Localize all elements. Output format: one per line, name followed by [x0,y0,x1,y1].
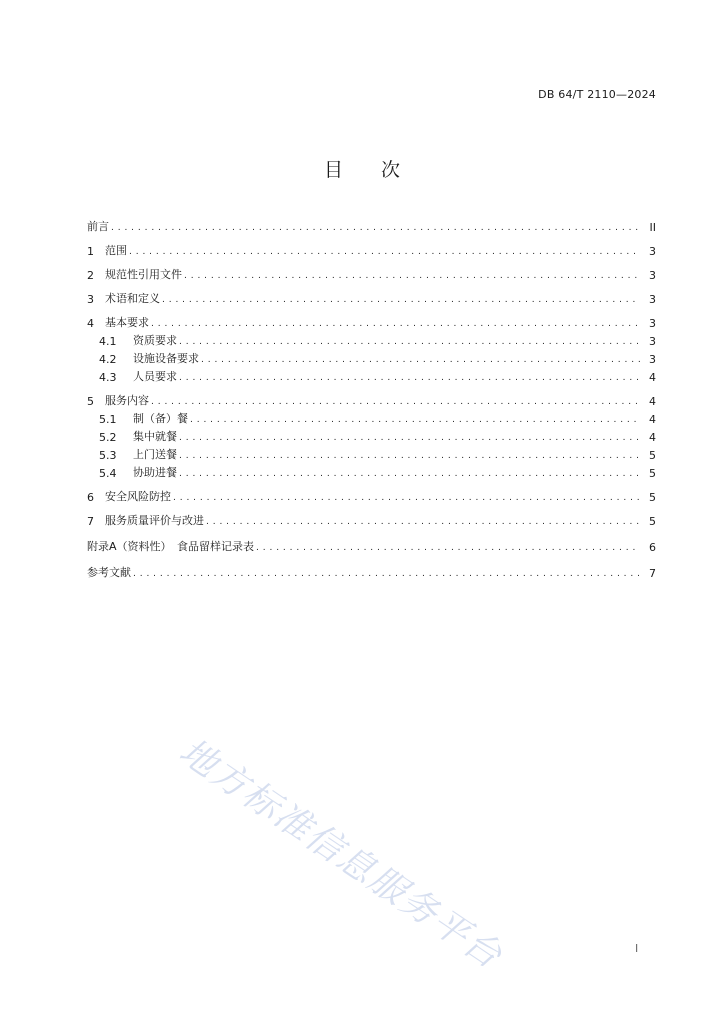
toc-entry[interactable] [87,266,656,282]
toc-leader-dots [179,368,640,384]
toc-entry-page: 6 [649,541,656,554]
toc-entry-label: 制（备）餐 [133,412,188,425]
toc-entry-label: 参考文献 [87,566,131,579]
toc-entry-page: 4 [649,371,656,384]
toc-entry[interactable] [87,488,656,504]
toc-entry-label: 规范性引用文件 [105,268,182,281]
toc-entry[interactable] [87,368,656,384]
toc-entry-label: 范围 [105,244,127,257]
toc-leader-dots [179,446,640,462]
toc-leader-dots [133,564,640,580]
toc-entry[interactable] [87,464,656,480]
toc-entry-number: 6 [87,491,94,504]
toc-leader-dots [179,464,640,480]
toc-entry-number: 5.1 [99,413,117,426]
toc-entry-page: 5 [649,491,656,504]
toc-entry-label: 服务质量评价与改进 [105,514,204,527]
toc-entry-number: 7 [87,515,94,528]
toc-entry-page: II [649,221,656,234]
toc-entry-label: 集中就餐 [133,430,177,443]
toc-entry-label: 资质要求 [133,334,177,347]
toc-entry[interactable] [87,538,656,554]
toc-entry-number: 4 [87,317,94,330]
toc-entry-number: 5 [87,395,94,408]
toc-entry-number: 4.1 [99,335,117,348]
toc-leader-dots [179,332,640,348]
toc-entry-page: 3 [649,269,656,282]
toc-leader-dots [151,392,640,408]
toc-entry[interactable] [87,512,656,528]
toc-entry-label: 附录A（资料性） 食品留样记录表 [87,540,255,553]
toc-leader-dots [179,428,640,444]
toc-entry-label: 基本要求 [105,316,149,329]
toc-entry-page: 3 [649,317,656,330]
toc-entry-label: 设施设备要求 [133,352,199,365]
toc-entry-label: 安全风险防控 [105,490,171,503]
toc-entry-page: 5 [649,449,656,462]
toc-entry-number: 5.2 [99,431,117,444]
toc-entry-label: 上门送餐 [133,448,177,461]
toc-leader-dots [256,538,640,554]
toc-entry[interactable] [87,428,656,444]
toc-entry[interactable] [87,314,656,330]
page-title: 目 次 [323,159,400,181]
toc-entry[interactable] [87,218,656,234]
toc-entry-page: 3 [649,245,656,258]
toc-entry[interactable] [87,410,656,426]
document-code: DB 64/T 2110—2024 [538,88,656,101]
toc-entry-label: 协助进餐 [133,466,177,479]
toc-entry-page: 3 [649,293,656,306]
toc-entry-page: 4 [649,413,656,426]
toc-entry-page: 4 [649,431,656,444]
toc-entry-number: 4.3 [99,371,117,384]
toc-entry-page: 7 [649,567,656,580]
toc-entry-page: 3 [649,335,656,348]
toc-entry-number: 5.4 [99,467,117,480]
toc-entry-number: 3 [87,293,94,306]
toc-entry-label: 人员要求 [133,370,177,383]
toc-leader-dots [151,314,640,330]
toc-entry-number: 4.2 [99,353,117,366]
toc-leader-dots [173,488,640,504]
toc-leader-dots [201,350,640,366]
toc-entry[interactable] [87,392,656,408]
toc-entry[interactable] [87,350,656,366]
toc-entry-label: 术语和定义 [105,292,160,305]
toc-leader-dots [162,290,640,306]
toc-leader-dots [184,266,640,282]
toc-entry[interactable] [87,290,656,306]
toc-entry[interactable] [87,332,656,348]
watermark: 地方标准信息服务平台 [171,730,510,978]
toc-entry-page: 5 [649,467,656,480]
toc-entry-label: 前言 [87,220,109,233]
toc-entry-number: 5.3 [99,449,117,462]
toc-entry[interactable] [87,564,656,580]
toc-entry[interactable] [87,242,656,258]
toc-entry-page: 5 [649,515,656,528]
toc-entry[interactable] [87,446,656,462]
toc-entry-number: 1 [87,245,94,258]
toc-leader-dots [190,410,640,426]
toc-entry-page: 3 [649,353,656,366]
toc-leader-dots [129,242,640,258]
page-number: I [635,942,639,955]
toc-leader-dots [111,218,640,234]
toc-leader-dots [206,512,640,528]
toc-entry-number: 2 [87,269,94,282]
toc-entry-label: 服务内容 [105,394,149,407]
toc-entry-page: 4 [649,395,656,408]
